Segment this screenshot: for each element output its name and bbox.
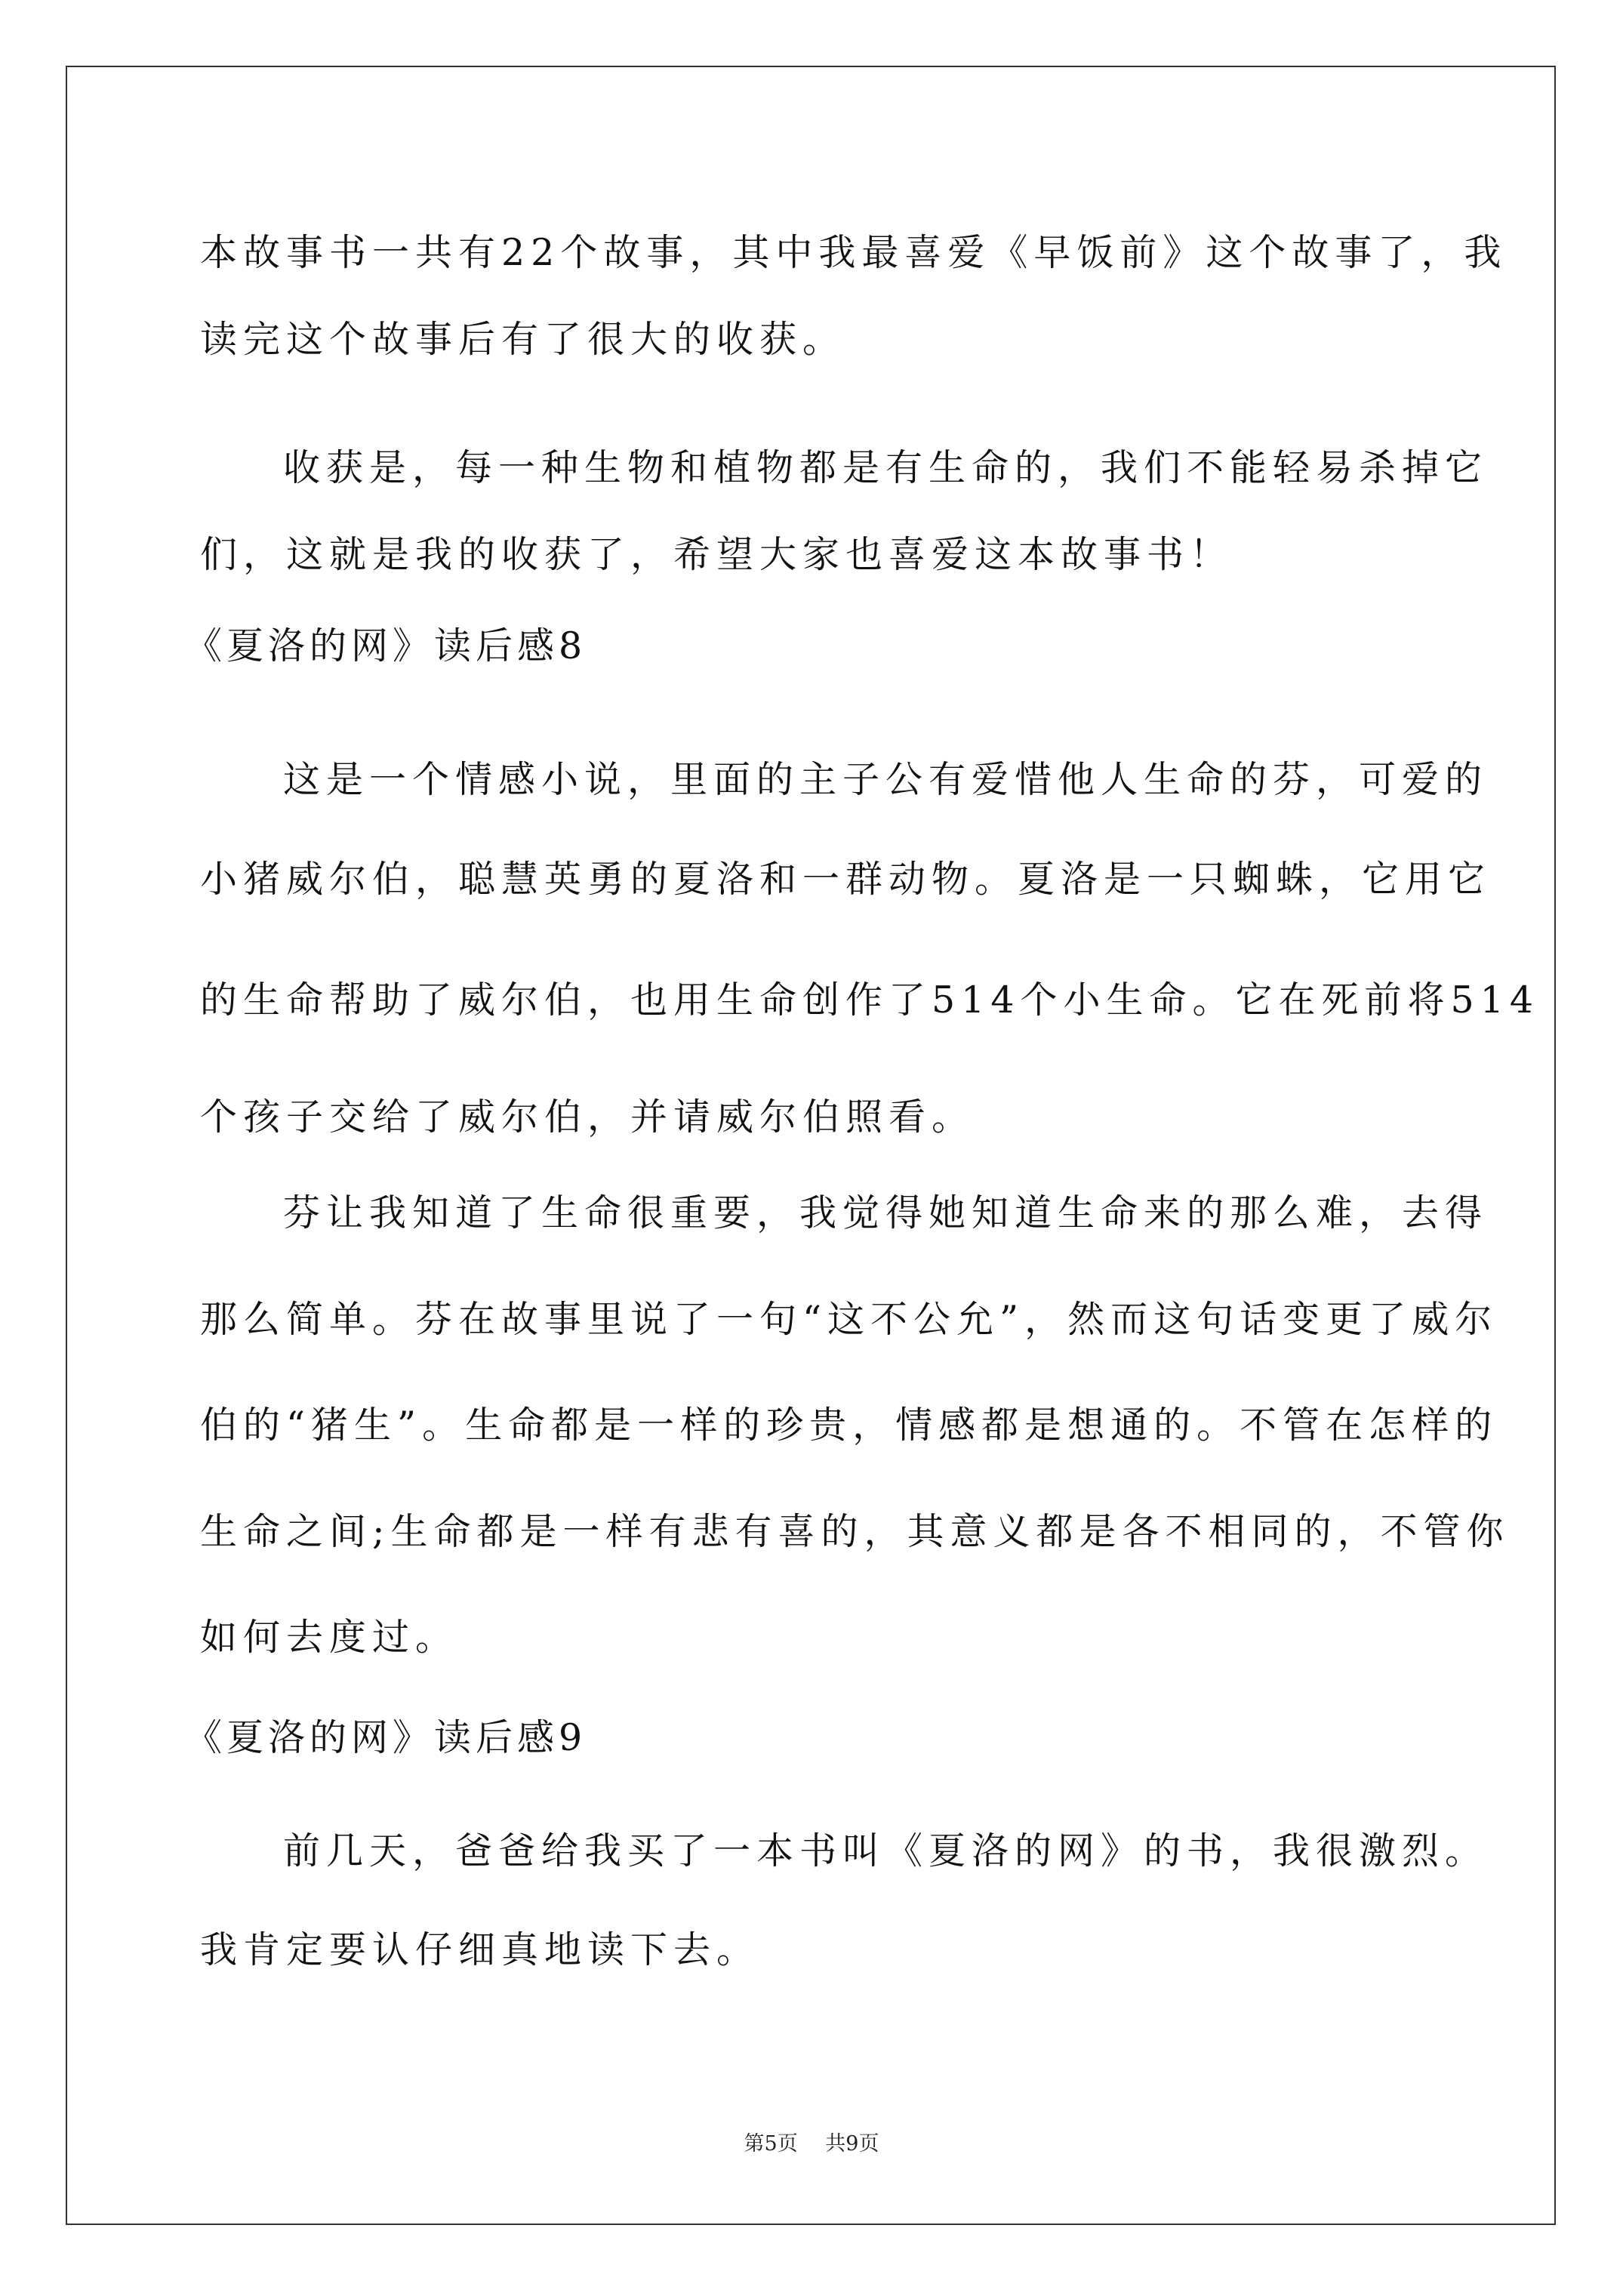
- page-total: 共9页: [825, 2132, 879, 2156]
- paragraph-line: 如何去度过。: [200, 1616, 459, 1659]
- section-heading: 《夏洛的网》读后感8: [185, 624, 587, 667]
- paragraph-line: 前几天，爸爸给我买了一本书叫《夏洛的网》的书，我很激烈。: [283, 1829, 1489, 1872]
- paragraph-line: 小猪威尔伯，聪慧英勇的夏洛和一群动物。夏洛是一只蜘蛛，它用它: [200, 858, 1492, 901]
- paragraph-line: 生命之间;生命都是一样有悲有喜的，其意义都是各不相同的，不管你: [200, 1510, 1510, 1553]
- paragraph-line: 我肯定要认仔细真地读下去。: [200, 1928, 760, 1971]
- paragraph-line: 的生命帮助了威尔伯，也用生命创作了514个小生命。它在死前将514: [200, 978, 1540, 1022]
- paragraph-line: 那么简单。芬在故事里说了一句“这不公允”，然而这句话变更了威尔: [200, 1298, 1498, 1341]
- paragraph-line: 本故事书一共有22个故事，其中我最喜爱《早饭前》这个故事了，我: [200, 231, 1508, 274]
- page-border: [66, 66, 1556, 2225]
- paragraph-line: 个孩子交给了威尔伯，并请威尔伯照看。: [200, 1096, 975, 1139]
- page-number: 第5页: [744, 2132, 798, 2156]
- paragraph-line: 们，这就是我的收获了，希望大家也喜爱这本故事书！: [200, 533, 1233, 576]
- section-heading: 《夏洛的网》读后感9: [185, 1716, 587, 1759]
- paragraph-line: 读完这个故事后有了很大的收获。: [200, 318, 846, 361]
- paragraph-line: 伯的“猪生”。生命都是一样的珍贵，情感都是想通的。不管在怎样的: [200, 1404, 1498, 1447]
- paragraph-line: 这是一个情感小说，里面的主子公有爱惜他人生命的芬，可爱的: [283, 758, 1489, 801]
- paragraph-line: 收获是，每一种生物和植物都是有生命的，我们不能轻易杀掉它: [283, 446, 1489, 489]
- page-footer: [0, 2131, 1623, 2158]
- paragraph-line: 芬让我知道了生命很重要，我觉得她知道生命来的那么难，去得: [283, 1191, 1489, 1234]
